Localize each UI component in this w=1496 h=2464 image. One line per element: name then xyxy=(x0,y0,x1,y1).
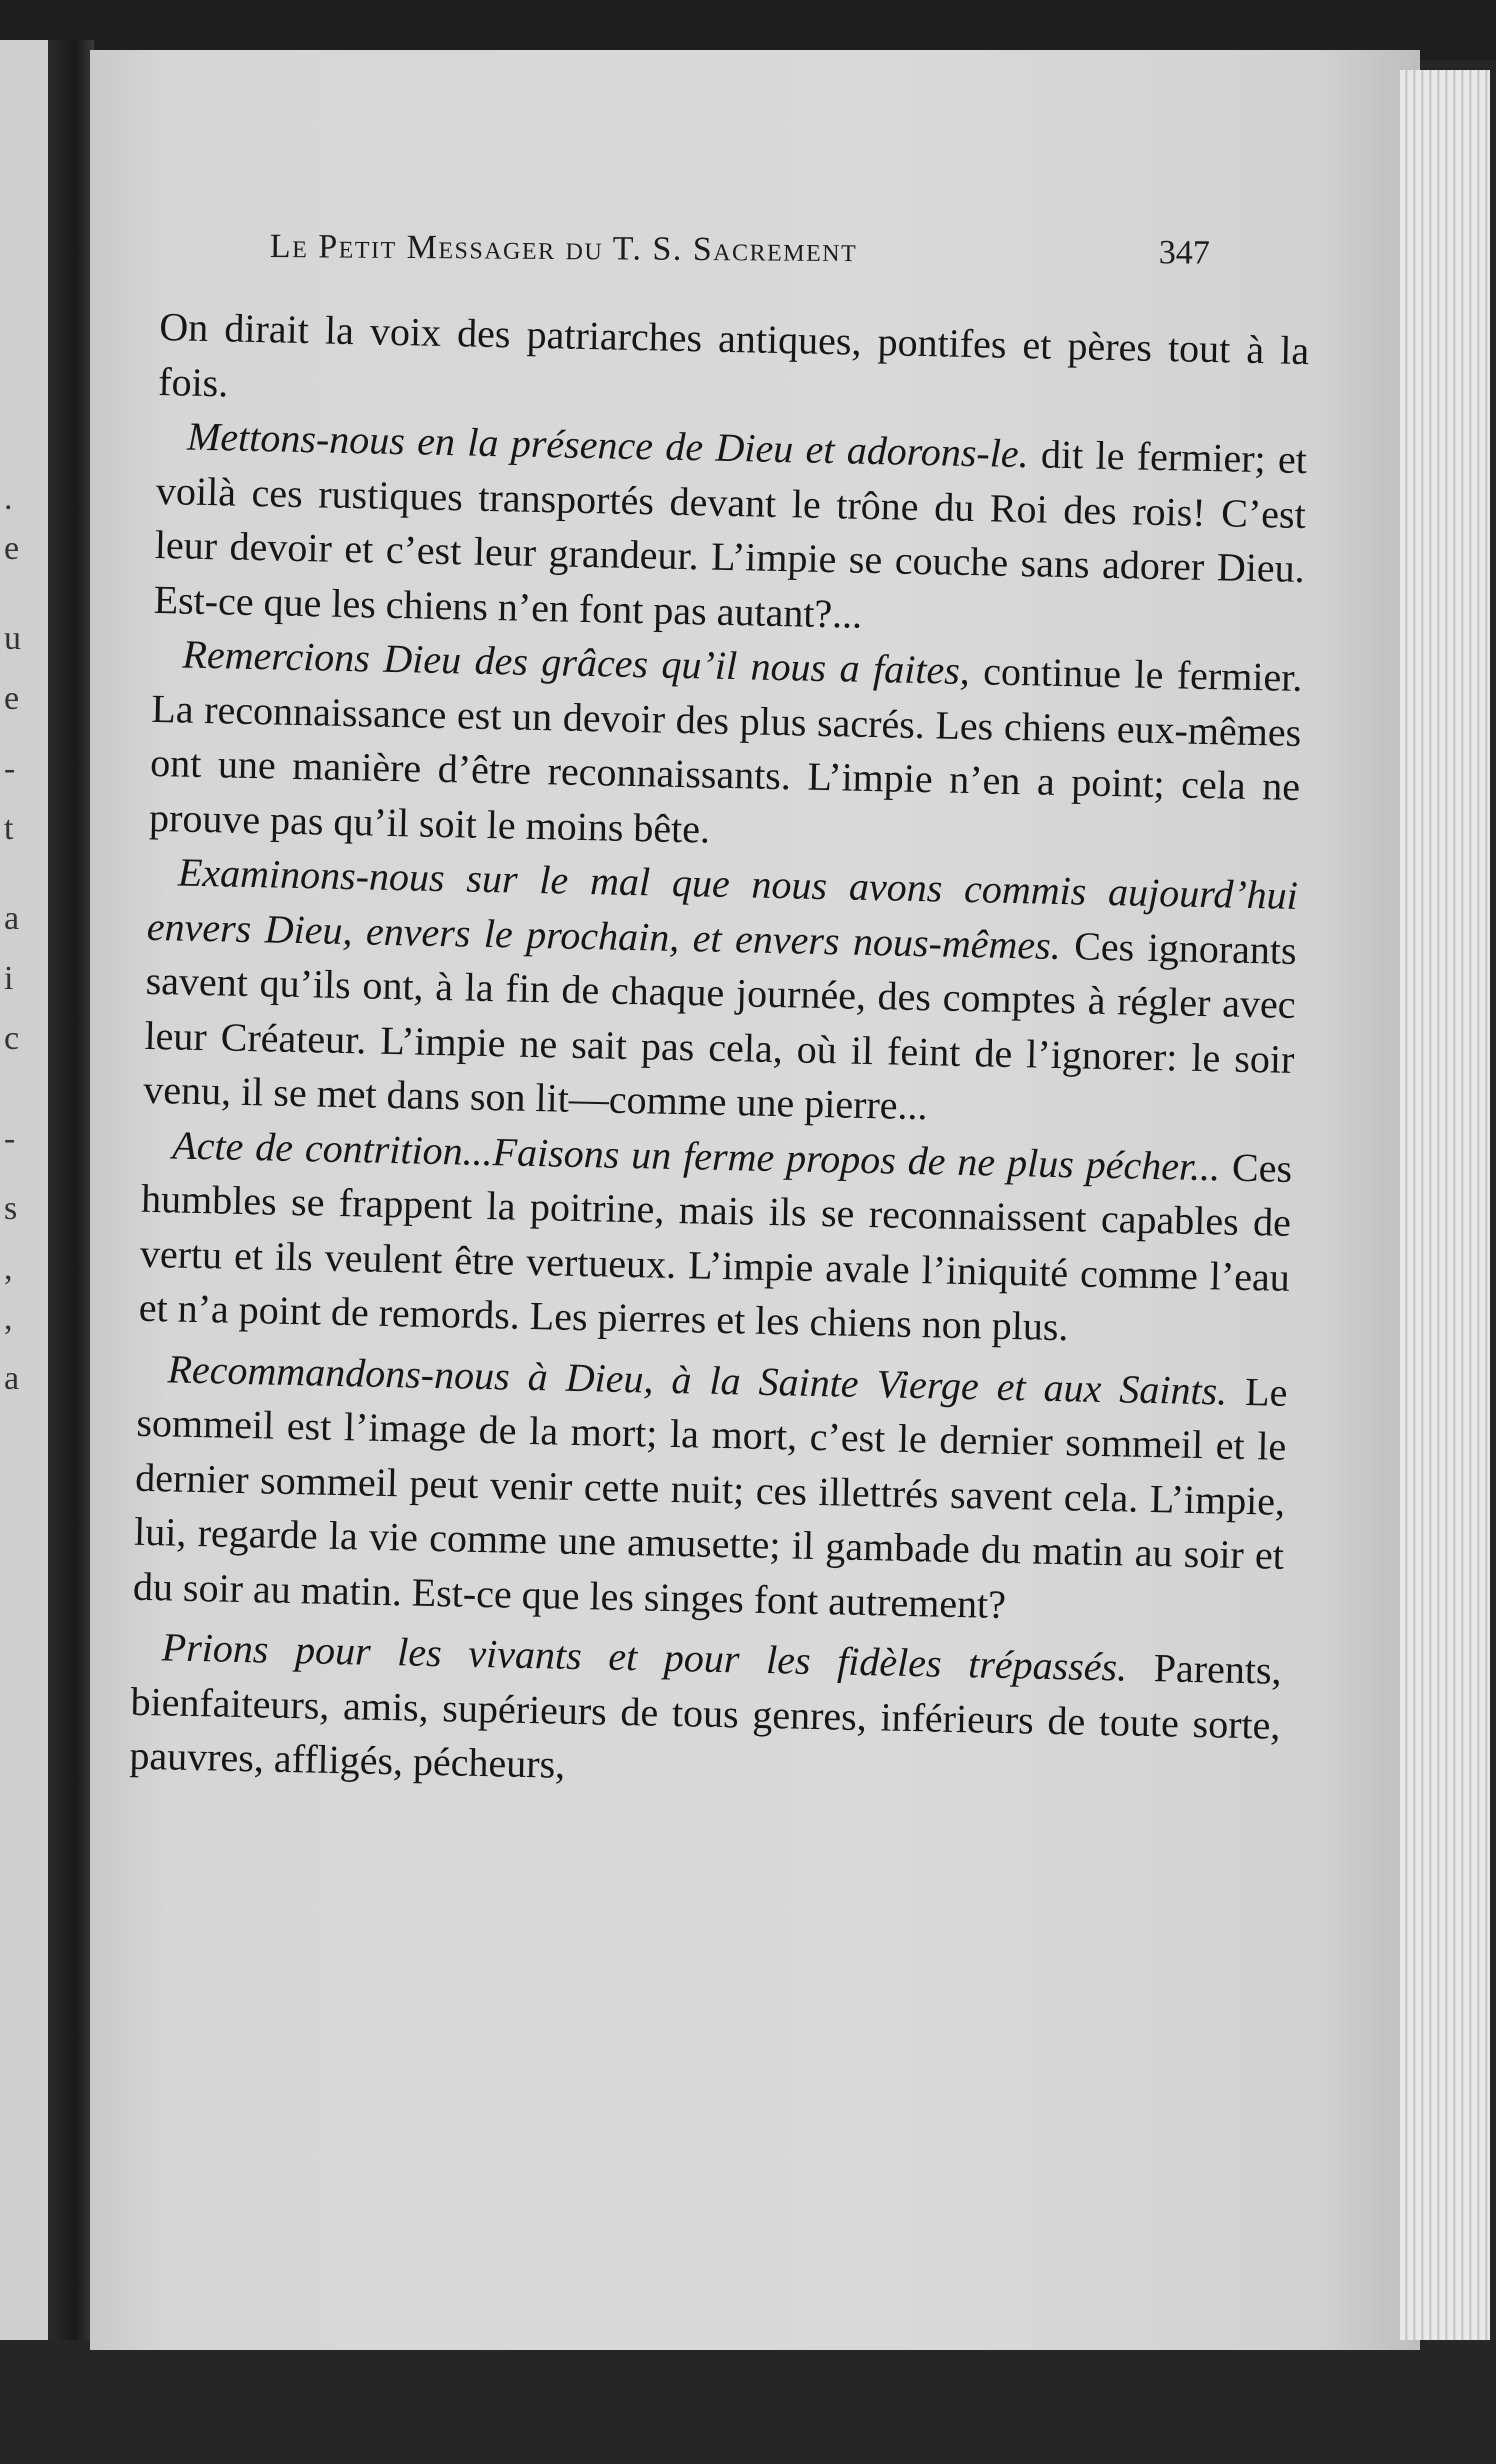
paragraph-text: Parents, bienfaiteurs, amis, supérieurs de tous genres, inférieurs de toute sorte, pauvres, affligés, pécheurs, xyxy=(129,1644,1283,1787)
body-text xyxy=(129,300,1310,1807)
paragraph-italic: Remercions Dieu des grâces qu’il nous a faites, xyxy=(182,631,971,694)
paragraph-text: On dirait la voix des patriarches antiques, pontifes et pères tout à la fois. xyxy=(157,303,1310,405)
facing-page-fragment: s xyxy=(4,1190,18,1227)
paragraph-italic: Acte de contrition...Faisons un ferme propos de ne plus pécher... xyxy=(171,1121,1221,1189)
paragraph-text: dit le fermier; et voilà ces rustiques transportés devant le trône du Roi des rois! C’est leur devoir et c’est leur grandeur. L’impie se couche sans adorer Dieu. Est-ce que les chiens n’en font pas autant?... xyxy=(153,431,1308,637)
facing-page-fragment: a xyxy=(4,900,20,937)
facing-page-fragment: u xyxy=(4,620,21,657)
facing-page-fragment: - xyxy=(4,1120,16,1157)
facing-page-fragment: t xyxy=(4,810,14,847)
running-head xyxy=(270,228,1210,273)
facing-page-fragment: . xyxy=(4,480,13,517)
facing-page-fragment: - xyxy=(4,750,16,787)
facing-page-fragment: i xyxy=(4,960,14,997)
paragraph-text: Le sommeil est l’image de la mort; la mort, c’est le dernier sommeil et le dernier sommeil peut venir cette nuit; ces illettrés savent cela. L’impie, lui, regarde la vie comme une amusette; il gambade du matin au soir et du soir au matin. Est-ce que les singes font autrement? xyxy=(132,1368,1288,1627)
paragraph-italic: Mettons-nous en la présence de Dieu et adorons-le. xyxy=(186,413,1030,477)
paragraph xyxy=(153,409,1307,651)
paragraph-text: Ces ignorants savent qu’ils ont, à la fin de chaque journée, des comptes à régler avec leur Créateur. L’impie ne sait pas cela, où il feint de l’ignorer: le soir venu, il se met dans son lit—comme une pierre... xyxy=(142,922,1298,1129)
book-gutter xyxy=(48,40,94,2340)
facing-page-fragment: a xyxy=(4,1360,20,1397)
paragraph-text: continue le fermier. La reconnaissance est un devoir des plus sacrés. Les chiens eux-mêmes ont une manière d’être reconnaissants. L’impie n’en a point; cela ne prouve pas qu’il soit le moins bête. xyxy=(148,648,1303,852)
facing-page-fragment: e xyxy=(4,530,20,567)
paragraph-italic: Prions pour les vivants et pour les fidèles trépassés. xyxy=(161,1624,1128,1690)
page-block-edges xyxy=(1400,70,1490,2340)
facing-page-fragment: c xyxy=(4,1020,20,1057)
facing-page-fragment: , xyxy=(4,1300,13,1337)
running-title: Le Petit Messager du T. S. Sacrement xyxy=(269,228,858,270)
paragraph-italic: Recommandons-nous à Dieu, à la Sainte Vierge et aux Saints. xyxy=(167,1345,1228,1414)
paragraph xyxy=(138,1117,1292,1359)
paragraph xyxy=(132,1341,1287,1638)
paragraph xyxy=(129,1620,1282,1808)
facing-page-fragment: , xyxy=(4,1250,13,1287)
paragraph-text: Ces humbles se frappent la poitrine, mais ils se reconnaissent capables de vertu et ils veulent être vertueux. L’impie avale l’iniquité comme l’eau et n’a point de remords. Les pierres et les chiens non plus. xyxy=(138,1143,1293,1350)
book-page xyxy=(90,50,1420,2350)
facing-page-fragment: e xyxy=(4,680,20,717)
paragraph-italic: Examinons-nous sur le mal que nous avons commis aujourd’hui envers Dieu, envers le prochain, et envers nous-mêmes. xyxy=(146,849,1299,968)
scan-bottom-border xyxy=(0,2350,1496,2464)
paragraph xyxy=(143,845,1298,1142)
paragraph xyxy=(149,627,1303,869)
page-number: 347 xyxy=(1158,234,1210,272)
